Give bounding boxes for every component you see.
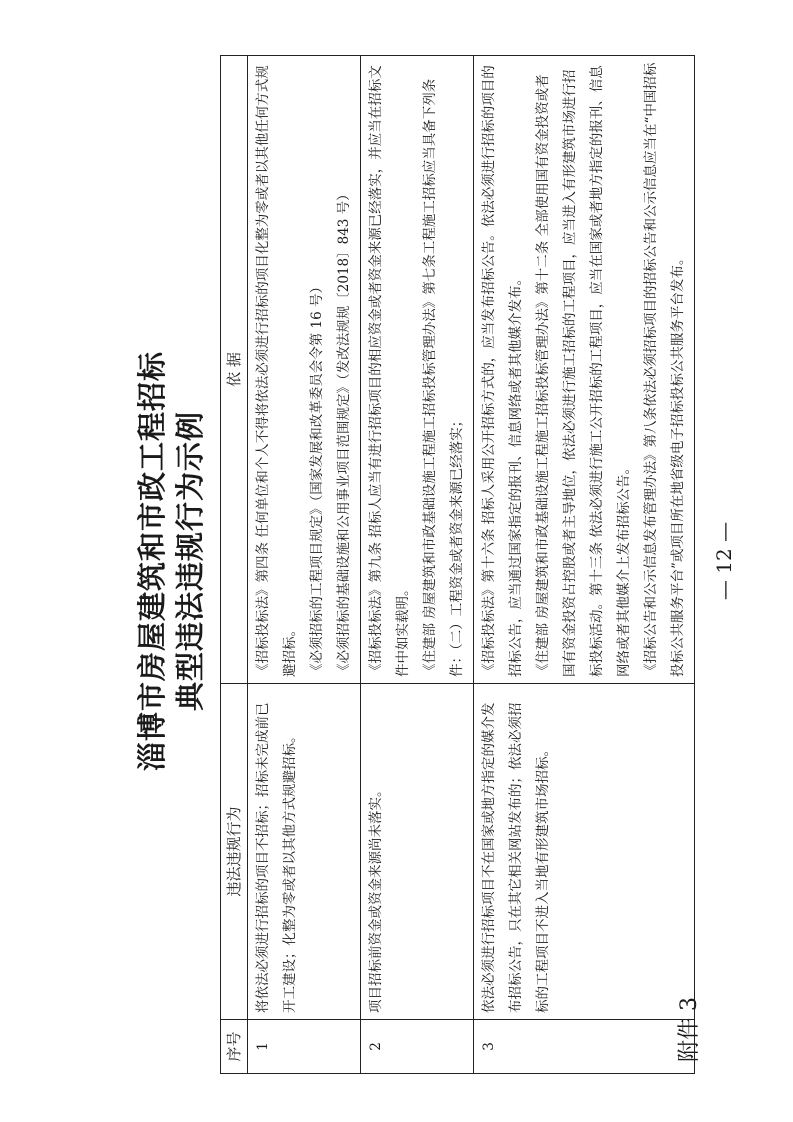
title-line-1: 淄博市房屋建筑和市政工程招标 (135, 351, 169, 772)
row-violation: 项目招标前资金或资金来源尚未落实。 (361, 684, 474, 1020)
title-line-2: 典型违法违规行为示例 (173, 411, 207, 712)
row-violation: 将依法必须进行招标的项目不招标；招标未完成前已开工建设；化整为零或者以其他方式规避招标。 (248, 684, 361, 1020)
basis-line: 《招标投标法》第九条 招标人应当有进行招标项目的相应资金或者资金来源已经落实，并应当在招标文件中如实载明。 (368, 65, 411, 677)
header-violation: 违法违规行为 (221, 684, 248, 1020)
row-basis (248, 56, 361, 684)
violations-table (220, 55, 695, 1074)
table-header-row (221, 56, 248, 1074)
page-number: — 12 — (712, 521, 736, 601)
table-row (248, 56, 361, 1074)
header-basis: 依 据 (221, 56, 248, 684)
row-seq: 2 (361, 1020, 474, 1074)
row-seq: 1 (248, 1020, 361, 1074)
basis-line: 《招标投标法》第十六条 招标人采用公开招标方式的，应当发布招标公告。依法必须进行招标的项目的招标公告，应当通过国家指定的报刊、信息网络或者其他媒介发布。 (481, 65, 524, 677)
row-violation: 依法必须进行招标项目不在国家或地方指定的媒介发布招标公告，只在其它相关网站发布的；依法必须招标的工程项目不进入当地有形建筑市场招标。 (474, 684, 695, 1020)
basis-line: 《住建部 房屋建筑和市政基础设施工程施工招标投标管理办法》第七条工程施工招标应当具备下列条件：（二）工程资金或者资金来源已经落实； (422, 78, 465, 677)
header-seq: 序号 (221, 1020, 248, 1074)
basis-line: 《必须招标的工程项目规定》（国家发展和改革委员会令第 16 号） (309, 279, 325, 677)
row-seq: 3 (474, 1020, 695, 1074)
basis-line: 《招标公告和公示信息发布管理办法》第八条依法必须招标项目的招标公告和公示信息应当在“中国招标投标公共服务平台”或项目所在地省级电子招标投标公共服务平台发布。 (643, 62, 686, 677)
attachment-label: 附件 3 (677, 997, 702, 1062)
basis-line: 《住建部 房屋建筑和市政基础设施工程施工招标投标管理办法》第十二条 全部使用国有资金投资或者国有资金投资占控股或者主导地位，依法必须进行施工招标的工程项目，应当进入有形建筑市场进行招标投标活动。第十三条 依法必须进行施工公开招标的工程项目，应当在国家或者地方指定的报刊、信息网络或者其他媒介上发布招标公告。 (535, 65, 632, 677)
row-basis (474, 56, 695, 684)
basis-line: 《招标投标法》第四条 任何单位和个人不得将依法必须进行招标的项目化整为零或者以其他任何方式规避招标。 (255, 65, 298, 677)
basis-line: 《必须招标的基础设施和公用事业项目范围规定》（发改法规规〔2018〕843 号） (336, 187, 352, 677)
table-row (361, 56, 474, 1074)
row-basis (361, 56, 474, 684)
table-row (474, 56, 695, 1074)
